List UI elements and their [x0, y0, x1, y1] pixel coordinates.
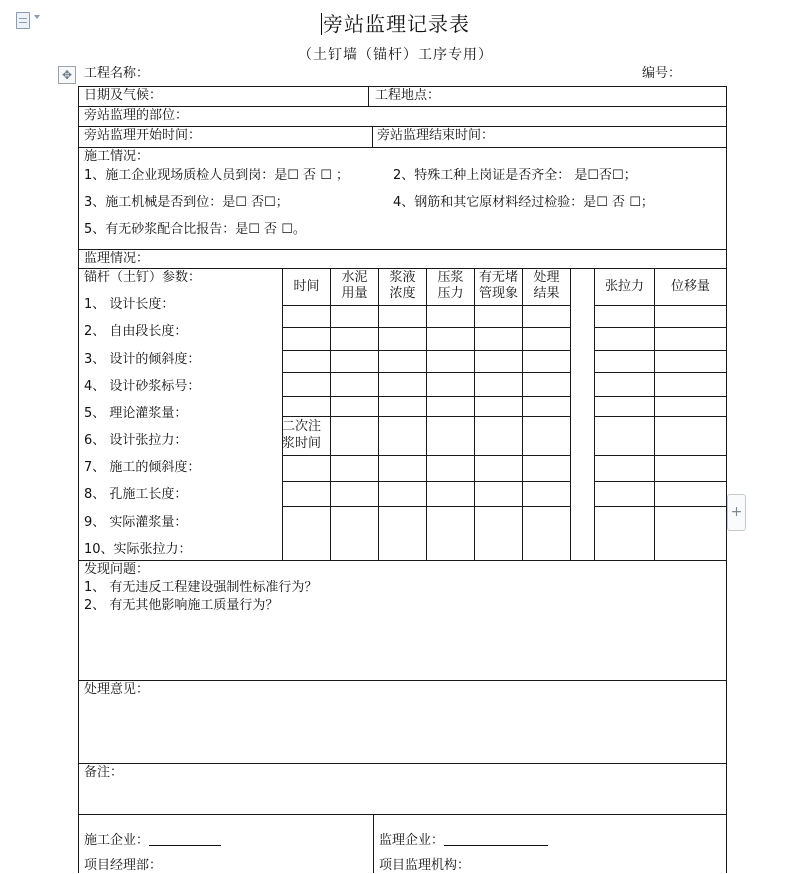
rule [78, 126, 727, 127]
rule [78, 814, 727, 815]
construction-q4: 4、钢筋和其它原材料经过检验：是☐ 否 ☐； [393, 195, 654, 210]
rule [330, 268, 331, 560]
rule [368, 86, 369, 106]
col-header-blockage-line2: 管现象 [478, 286, 518, 301]
col-header-pressure [427, 270, 474, 302]
rule [594, 268, 595, 560]
rule [594, 396, 727, 397]
param-item: 9、 实际灌浆量： [84, 515, 188, 530]
col-header-slurry-line2: 浓度 [389, 286, 416, 301]
serial-number-label: 编号： [642, 66, 682, 81]
col-header-cement-line1: 水泥 [341, 270, 368, 285]
rule [78, 560, 727, 561]
rule [594, 305, 727, 306]
table-move-handle-icon[interactable]: ✥ [58, 66, 76, 84]
rule [594, 481, 727, 482]
col-header-time: 时间 [293, 279, 320, 294]
text-cursor [321, 13, 322, 35]
col-header-cement [331, 270, 378, 302]
col-header-cement-line2: 用量 [341, 286, 368, 301]
table-border-left [78, 86, 79, 873]
construction-label: 施工情况： [84, 149, 150, 164]
supervision-company-field [379, 833, 548, 849]
start-time-label: 旁站监理开始时间： [84, 128, 202, 143]
rule [282, 506, 571, 507]
rule [594, 506, 727, 507]
param-item: 8、 孔施工长度： [84, 487, 188, 502]
param-item: 6、 设计张拉力： [84, 433, 188, 448]
param-item: 1、 设计长度： [84, 297, 175, 312]
supervision-company-label: 监理企业： [379, 833, 445, 848]
rule [78, 147, 727, 148]
rule [282, 396, 571, 397]
rule [372, 126, 373, 147]
params-title: 锚杆（土钉）参数： [84, 270, 202, 285]
rule [570, 268, 571, 560]
table-border-right [726, 86, 727, 873]
construction-company-blank[interactable] [149, 833, 221, 846]
construction-q1: 1、施工企业现场质检人员到岗：是☐ 否 ☐ ； [84, 168, 349, 183]
col-header-pressure-line1: 压浆 [437, 270, 464, 285]
issues-q1: 1、 有无违反工程建设强制性标准行为？ [84, 580, 318, 595]
rule [373, 814, 374, 873]
second-grouting-line1: 二次注 [282, 419, 322, 434]
param-item: 2、 自由段长度： [84, 324, 188, 339]
col-header-blockage [475, 270, 522, 302]
rule [78, 106, 727, 107]
supervision-org-label: 项目监理机构： [379, 858, 471, 873]
date-weather-label: 日期及气候： [84, 88, 163, 103]
rule [594, 372, 727, 373]
col-header-tension: 张拉力 [604, 279, 644, 294]
end-time-label: 旁站监理结束时间： [377, 128, 495, 143]
param-item: 3、 设计的倾斜度： [84, 352, 201, 367]
rule [78, 680, 727, 681]
page-subtitle: （土钉墙（锚杆）工序专用） [298, 47, 493, 63]
col-header-slurry [379, 270, 426, 302]
construction-company-field [84, 833, 221, 849]
rule [282, 305, 571, 306]
col-header-result-line2: 结果 [533, 286, 560, 301]
remarks-label: 备注： [84, 765, 124, 780]
page-title [0, 8, 791, 37]
project-manager-dept-label: 项目经理部： [84, 858, 163, 873]
second-grouting-time-label [282, 418, 321, 452]
rule [594, 416, 727, 417]
rule [282, 416, 571, 417]
construction-company-label: 施工企业： [84, 833, 150, 848]
col-header-pressure-line2: 压力 [437, 286, 464, 301]
rule [282, 455, 571, 456]
construction-q5: 5、有无砂浆配合比报告：是☐ 否 ☐。 [84, 222, 306, 237]
col-header-displacement: 位移量 [670, 279, 710, 294]
construction-q3: 3、施工机械是否到位：是☐ 否☐； [84, 195, 289, 210]
param-item: 7、 施工的倾斜度： [84, 460, 201, 475]
construction-q2: 2、特殊工种上岗证是否齐全： 是☐否☐； [393, 168, 637, 183]
project-name-label: 工程名称： [84, 66, 150, 81]
col-header-slurry-line1: 浆液 [389, 270, 416, 285]
rule [282, 327, 571, 328]
rule [78, 86, 727, 87]
col-header-result [523, 270, 570, 302]
col-header-result-line1: 处理 [533, 270, 560, 285]
rule [474, 268, 475, 560]
param-item: 5、 理论灌浆量： [84, 406, 188, 421]
rule [282, 350, 571, 351]
param-item: 4、 设计砂浆标号： [84, 379, 201, 394]
rule [282, 268, 283, 560]
col-header-blockage-line1: 有无堵 [478, 270, 518, 285]
param-item: 10、实际张拉力： [84, 542, 192, 557]
rule [594, 327, 727, 328]
rule [522, 268, 523, 560]
rule [282, 481, 571, 482]
issues-q2: 2、 有无其他影响施工质量行为？ [84, 598, 279, 613]
page-title-text: 旁站监理记录表 [323, 12, 470, 36]
rule [78, 268, 727, 269]
supervision-label: 监理情况： [84, 251, 150, 266]
rule [426, 268, 427, 560]
add-column-icon[interactable]: + [727, 494, 746, 531]
rule [78, 249, 727, 250]
rule [594, 455, 727, 456]
rule [378, 268, 379, 560]
opinion-label: 处理意见： [84, 682, 150, 697]
rule [654, 268, 655, 560]
rule [282, 372, 571, 373]
supervision-part-label: 旁站监理的部位： [84, 108, 189, 123]
project-location-label: 工程地点： [375, 88, 441, 103]
rule [594, 350, 727, 351]
rule [78, 763, 727, 764]
issues-label: 发现问题： [84, 562, 150, 577]
second-grouting-line2: 浆时间 [282, 436, 322, 451]
supervision-company-blank[interactable] [444, 833, 548, 846]
